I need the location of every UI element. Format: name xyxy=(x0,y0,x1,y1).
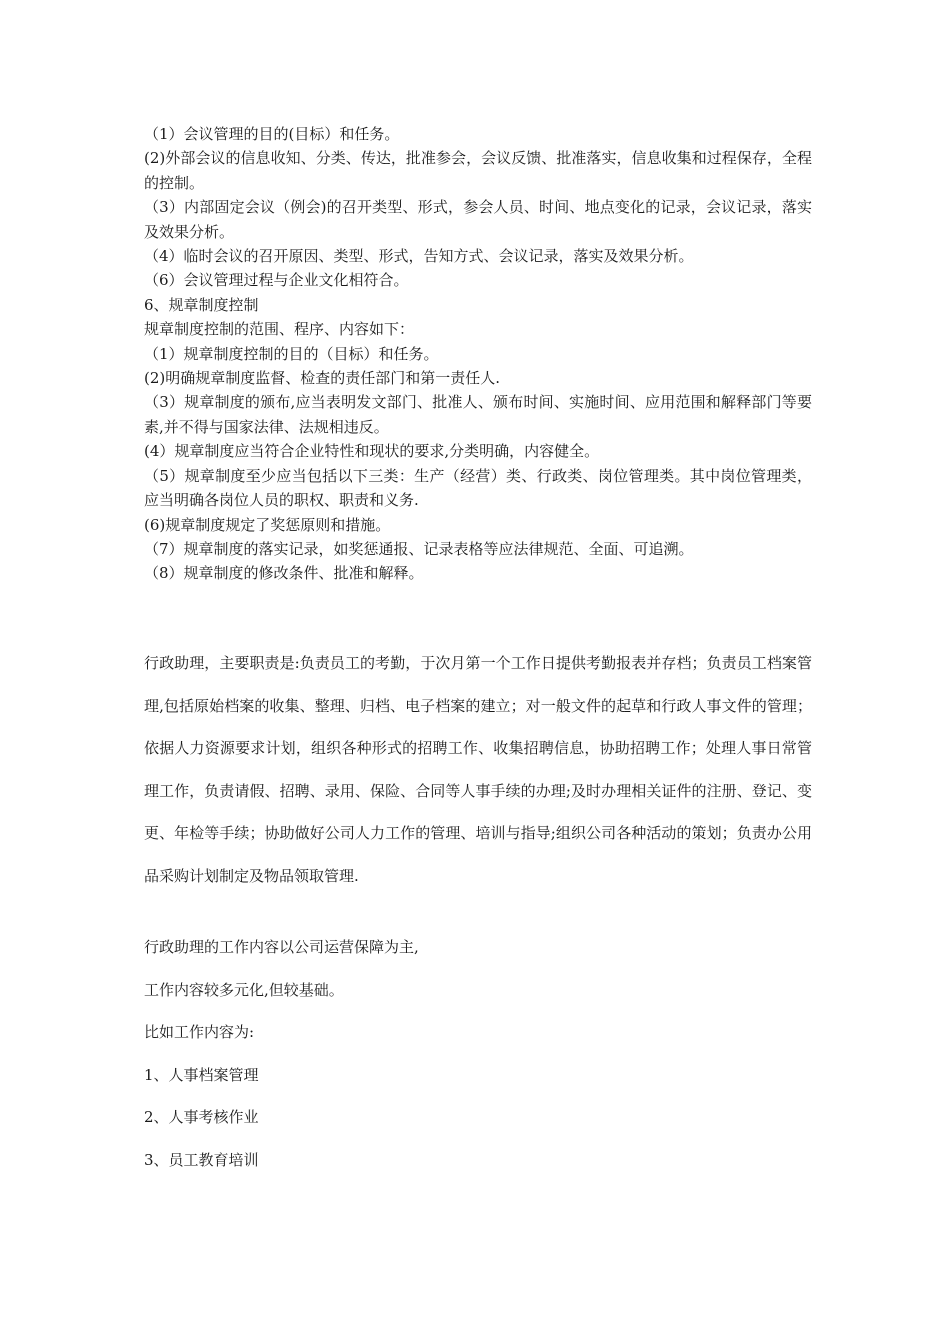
work-item-2: 2、人事考核作业 xyxy=(144,1108,259,1126)
meeting-item-4: （4）临时会议的召开原因、类型、形式，告知方式、会议记录，落实及效果分析。 xyxy=(144,247,694,266)
rules-item-8: （8）规章制度的修改条件、批准和解释。 xyxy=(144,564,424,583)
rules-intro: 规章制度控制的范围、程序、内容如下： xyxy=(144,320,415,339)
meeting-item-1: （1）会议管理的目的(目标）和任务。 xyxy=(144,125,400,143)
work-content-lead: 比如工作内容为: xyxy=(144,1023,255,1041)
rules-item-2: (2)明确规章制度监督、检查的责任部门和第一责任人. xyxy=(144,369,501,388)
meeting-item-6: （6）会议管理过程与企业文化相符合。 xyxy=(144,271,409,290)
section-heading-rules: 6、规章制度控制 xyxy=(144,295,259,314)
work-item-1: 1、人事档案管理 xyxy=(144,1065,259,1084)
meeting-item-2: (2)外部会议的信息收知、分类、传达，批准参会，会议反馈、批准落实，信息收集和过程保存，全程的控制。 xyxy=(144,149,812,192)
rules-item-6: (6)规章制度规定了奖惩原则和措施。 xyxy=(144,515,391,534)
rules-item-3: （3）规章制度的颁布,应当表明发文部门、批准人、颁布时间、实施时间、应用范围和解释部门等要素,并不得与国家法律、法规相违反。 xyxy=(144,393,812,436)
rules-item-1: （1）规章制度控制的目的（目标）和任务。 xyxy=(144,344,439,363)
meeting-item-3: （3）内部固定会议（例会)的召开类型、形式，参会人员、时间、地点变化的记录，会议记录，落实及效果分析。 xyxy=(144,198,812,241)
duties-paragraph: 行政助理，主要职责是:负责员工的考勤，于次月第一个工作日提供考勤报表并存档；负责员工档案管理,包括原始档案的收集、整理、归档、电子档案的建立；对一般文件的起草和行政人事文件的管理； 依据人力资源要求计划，组织各种形式的招聘工作、收集招聘信息，协助招聘工作；处理人事日常管理工作，负责请假、招聘、录用、保险、合同等人事手续的办理;及时办理相关证件的注册、登记、变更、年检等手续；协助做好公司人力工作的管理、培训与指导;组织公司各种活动的策划；负责办公用品采购计划制定及物品领取管理. xyxy=(144,654,812,885)
work-content-intro: 行政助理的工作内容以公司运营保障为主, xyxy=(144,938,419,956)
rules-item-7: （7）规章制度的落实记录，如奖惩通报、记录表格等应法律规范、全面、可追溯。 xyxy=(144,539,694,558)
duties-section xyxy=(144,642,812,897)
work-content-section xyxy=(144,934,812,1189)
work-content-note: 工作内容较多元化,但较基础。 xyxy=(144,980,344,999)
rules-section xyxy=(144,122,812,586)
rules-item-4: (4）规章制度应当符合企业特性和现状的要求,分类明确，内容健全。 xyxy=(144,442,600,461)
work-item-3: 3、员工教育培训 xyxy=(144,1150,259,1169)
rules-item-5: （5）规章制度至少应当包括以下三类：生产（经营）类、行政类、岗位管理类。其中岗位管理类，应当明确各岗位人员的职权、职责和义务. xyxy=(144,466,812,510)
